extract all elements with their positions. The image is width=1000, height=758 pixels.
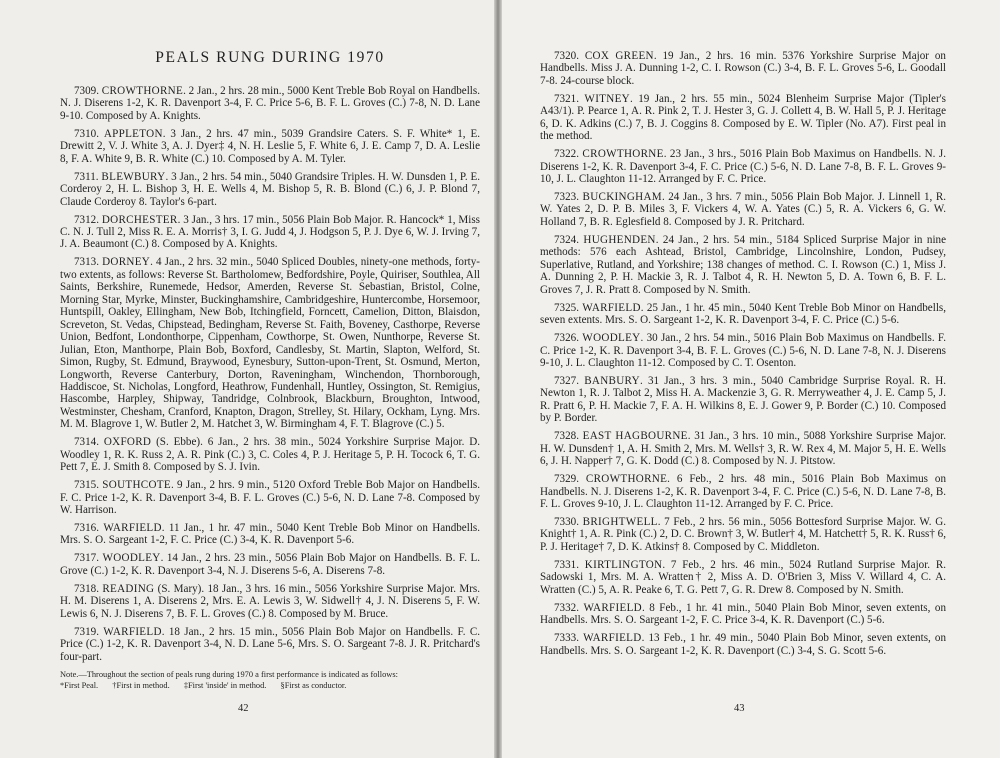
peal-place: READING — [102, 582, 155, 595]
peal-entry — [60, 171, 480, 208]
peal-entry — [540, 632, 946, 657]
peal-entry — [60, 626, 480, 663]
peal-entry — [60, 85, 480, 122]
peal-number: 7323. — [554, 191, 579, 204]
peal-number: 7313. — [74, 256, 99, 269]
peal-details: . 7 Feb., 2 hrs. 56 min., 5056 Bottesford Surprise Major. W. G. Knight† 1, A. R. Pink (C.) 2, D. C. Brown† 3, W. Butler† 4, M. Hatchett† 5, R. K. Russ† 6, P. J. Heritage† 7, D. K. Atkins† 8. Composed by C. Middleton. — [540, 515, 946, 553]
peal-entry — [60, 436, 480, 473]
peal-number: 7319. — [74, 625, 99, 638]
peal-place: CROWTHORNE — [582, 148, 664, 161]
right-entry-list — [540, 50, 946, 657]
peal-number: 7315. — [74, 479, 99, 492]
peal-entry — [540, 375, 946, 425]
footnote-key: ‡First 'inside' in method. — [183, 680, 267, 690]
peal-details: . 7 Feb., 2 hrs. 46 min., 5024 Rutland Surprise Major. R. Sadowski 1, Mrs. M. A. Wratten† 2, Miss A. D. O'Brien 3, Miss V. Willard 4, C. A. Wratten (C.) 5, A. R. Peake 6, T. G. Pett 7, G. R. Drew 8. Composed by N. Smith. — [540, 558, 947, 596]
peal-number: 7321. — [554, 92, 579, 105]
peal-details: . 24 Jan., 2 hrs. 54 min., 5184 Spliced Surprise Major in nine methods: 576 each Ashtead, Bristol, Cambridge, Lincolnshire, London, Pudsey, Superlative, Rutland, and Yorkshire; 138 changes of method. C. I. Rowson (C.) 1, Miss J. A. Dunning 2, P. H. Mackie 3, R. J. Talbot 4, R. H. Newton 5, D. A. Town 6, B. F. L. Groves 7, J. R. Pratt 8. Composed by N. Smith. — [540, 233, 946, 296]
peal-number: 7327. — [554, 374, 579, 387]
peal-number: 7332. — [554, 601, 579, 614]
peal-place: BLEWBURY — [101, 170, 166, 183]
peal-place: BRIGHTWELL — [582, 515, 658, 528]
peal-number: 7329. — [554, 473, 579, 486]
peal-details: . 18 Jan., 2 hrs. 15 min., 5056 Plain Bob Major on Handbells. F. C. Price (C.) 1-2, K. R. Davenport 3-4, N. D. Lane 5-6, Mrs. S. O. Sargeant 7-8. J. R. Pritchard's four-part. — [60, 625, 480, 663]
footnote-intro: Note.—Throughout the section of peals rung during 1970 a first performance is indicated as follows: — [60, 669, 398, 679]
peal-entry — [540, 234, 946, 296]
peal-details: . 9 Jan., 2 hrs. 9 min., 5120 Oxford Treble Bob Major on Handbells. F. C. Price 1-2, K. R. Davenport 3-4, B. F. L. Groves (C.) 5-6, N. D. Lane 7-8. Composed by W. Harrison. — [60, 479, 480, 517]
peal-place: OXFORD — [103, 436, 152, 449]
peal-details: . 13 Feb., 1 hr. 49 min., 5040 Plain Bob Minor, seven extents, on Handbells. Mrs. S. O. Sargeant 1-2, K. R. Davenport (C.) 3-4, S. G. Scott 5-6. — [540, 632, 946, 657]
peal-entry — [60, 522, 480, 547]
peal-details: . 8 Feb., 1 hr. 41 min., 5040 Plain Bob Minor, seven extents, on Handbells. Mrs. S. O. Sargeant 1-2, F. C. Price 3-4, K. R. Davenport (C.) 5-6. — [540, 601, 946, 627]
peal-number: 7330. — [554, 515, 579, 528]
peal-place: DORCHESTER — [101, 213, 178, 226]
peal-entry — [540, 50, 946, 87]
peal-entry — [60, 552, 480, 577]
peal-number: 7314. — [74, 436, 99, 449]
peal-number: 7320. — [554, 50, 579, 62]
peal-details: . 24 Jan., 3 hrs. 7 min., 5056 Plain Bob Major. J. Linnell 1, R. W. Yates 2, D. P. B. Miles 3, F. Vickers 4, W. A. Yates (C.) 5, R. A. Vickers 6, G. W. Holland 7, B. R. Eglesfield 8. Composed by J. R. Pritchard. — [540, 191, 946, 228]
right-page — [502, 0, 1000, 758]
peal-details: . 3 Jan., 2 hrs. 47 min., 5039 Grandsire Caters. S. F. White* 1, E. Drewitt 2, V. J. White 3, A. J. Dyer‡ 4, N. H. Leslie 5, F. White 6, J. E. Camp 7, D. A. Leslie 8, F. A. White 9, B. R. White (C.) 10. Composed by A. M. Tyler. — [60, 127, 480, 165]
footnote — [60, 669, 480, 691]
peal-entry — [60, 256, 480, 430]
peal-entry — [540, 191, 946, 228]
peal-details: . 19 Jan., 2 hrs. 16 min. 5376 Yorkshire Surprise Major on Handbells. Miss J. A. Dunning 1-2, C. I. Rowson (C.) 3-4, B. F. L. Groves 5-6, L. Goodall 7-8. 24-course block. — [540, 50, 946, 87]
peal-entry — [540, 332, 946, 369]
peal-place: WARFIELD — [583, 601, 642, 614]
peal-entry — [540, 302, 946, 327]
peal-place: BANBURY — [584, 374, 640, 387]
peal-details: . 25 Jan., 1 hr. 45 min., 5040 Kent Treble Bob Minor on Handbells, seven extents. Mrs. S. O. Sargeant 1-2, K. R. Davenport 3-4, F. C. Price (C.) 5-6. — [540, 301, 946, 327]
peal-place: HUGHENDEN — [583, 233, 656, 246]
peal-entry — [540, 148, 946, 185]
peal-entry — [540, 559, 946, 596]
peal-place: WOODLEY — [102, 552, 161, 565]
peal-entry — [60, 583, 480, 620]
peal-details: . 30 Jan., 2 hrs. 54 min., 5016 Plain Bob Maximus on Handbells. F. C. Price 1-2, K. R. Davenport 3-4, B. F. L. Groves (C.) 5-6, N. D. Lane 7-8, N. J. Diserens 9-10, J. L. Claughton 11-12. Composed by C. T. Osenton. — [540, 332, 946, 369]
peal-place: WARFIELD — [103, 625, 162, 638]
peal-place: CROWTHORNE — [101, 85, 184, 97]
peal-details: . 31 Jan., 3 hrs. 3 min., 5040 Cambridge Surprise Royal. R. H. Newton 1, R. J. Talbot 2, Miss H. A. Mackenzie 3, G. R. Merryweather 4, J. E. Camp 5, J. R. Pratt 6, P. H. Mackie 7, F. A. H. Wilkins 8, E. J. Gower 9, P. Border (C.) 10. Composed by P. Border. — [540, 374, 946, 425]
peal-place: WOODLEY — [582, 332, 641, 345]
peal-details: . 23 Jan., 3 hrs., 5016 Plain Bob Maximus on Handbells. N. J. Diserens 1-2, K. R. Davenport 3-4, F. C. Price (C.) 5-6, N. D. Lane 7-8, B. F. L. Groves 9-10, J. L. Claughton 11-12. Arranged by F. C. Price. — [540, 148, 946, 186]
peal-number: 7318. — [74, 582, 99, 595]
peal-number: 7310. — [74, 127, 99, 140]
peal-entry — [540, 516, 946, 553]
peal-details: (S. Ebbe). 6 Jan., 2 hrs. 38 min., 5024 Yorkshire Surprise Major. D. Woodley 1, R. K. Russ 2, A. R. Pink (C.) 3, C. Coles 4, P. J. Heritage 5, P. H. Tocock 6, T. G. Pett 7, E. J. Smith 8. Composed by S. J. Ivin. — [60, 436, 480, 474]
peal-details: . 3 Jan., 2 hrs. 54 min., 5040 Grandsire Triples. H. W. Dunsden 1, P. E. Corderoy 2, H. L. Bishop 3, H. E. Wells 4, M. Bishop 5, R. B. Blond (C.) 6, J. P. Blond 7, Claude Corderoy 8. Taylor's 6-part. — [60, 170, 480, 208]
left-entry-list — [60, 85, 480, 663]
peal-place: CROWTHORNE — [585, 473, 668, 486]
peal-details: . 14 Jan., 2 hrs. 23 min., 5056 Plain Bob Major on Handbells. B. F. L. Grove (C.) 1-2, K. R. Davenport 3-4, N. J. Diserens 5-6, A. Diserens 7-8. — [60, 552, 480, 577]
peal-place: EAST HAGBOURNE — [582, 430, 688, 443]
peal-number: 7317. — [74, 552, 99, 565]
peal-details: . 3 Jan., 3 hrs. 17 min., 5056 Plain Bob Major. R. Hancock* 1, Miss C. N. J. Tull 2, Miss R. E. A. Morris† 3, I. G. Judd 4, J. Hodgson 5, P. J. Dye 6, W. J. Irving 7, J. A. Beaumont (C.) 8. Composed by A. Knights. — [60, 213, 480, 251]
peal-details: . 31 Jan., 3 hrs. 10 min., 5088 Yorkshire Surprise Major. H. W. Dunsden† 1, A. H. Smith 2, Mrs. M. Wells† 3, R. W. Rex 4, M. Major 5, H. E. Wells 6, J. H. Napper† 7, G. K. Dodd (C.) 8. Composed by N. J. Pitstow. — [540, 430, 946, 468]
peal-place: COX GREEN — [584, 50, 654, 62]
peal-place: WARFIELD — [583, 632, 642, 645]
peal-number: 7324. — [554, 233, 579, 246]
footnote-key: *First Peal. — [60, 680, 99, 690]
peal-number: 7325. — [554, 301, 579, 314]
peal-number: 7331. — [554, 558, 579, 571]
footnote-key: §First as conductor. — [280, 680, 347, 690]
peal-details: . 6 Feb., 2 hrs. 48 min., 5016 Plain Bob Maximus on Handbells. N. J. Diserens 1-2, K. R. Davenport 3-4, F. C. Price (C.) 5-6, N. D. Lane 7-8, B. F. L. Groves 9-10, J. L. Claughton 11-12. Arranged by F. C. Price. — [540, 473, 946, 510]
peal-place: KIRTLINGTON — [584, 558, 663, 571]
peal-entry — [540, 602, 946, 627]
peal-entry — [540, 93, 946, 143]
peal-details: . 4 Jan., 2 hrs. 32 min., 5040 Spliced Doubles, ninety-one methods, forty-two extents, as follows: Reverse St. Bartholomew, Bedfordshire, Poyle, Quiriser, Southlea, All Saints, Berkshire, Runemede, Hedsor, Amerden, Reverse St. Sebastian, Bristol, Colne, Morning Star, Myrke, Minster, Buckinghamshire, Cambridgeshire, Huntercombe, Horsemoor, Huntspill, Oakley, Ellingham, New Bob, Itchingfield, Forncett, Camelion, Ditton, Blaisdon, Screveton, St. Vedas, Chipstead, Bedingham, Reverse St. Faith, Boveney, Casthorpe, Reverse Union, Bedfont, Londonthorpe, Cippenham, Cowthorpe, St. Owen, Nunthorpe, Reverse St. Julian, Eton, Manthorpe, Plain Bob, Boxford, Candlesby, St. Martin, Slapton, Welford, St. Simon, Rugby, St. Edmund, Braywood, Eynesbury, Sutton-upon-Trent, St. Osmund, Merton, Longworth, Reverse Canterbury, Dorton, Raveningham, Winchendon, Thornborough, Haddiscoe, St. Nicholas, Longford, Heathrow, Fundenhall, Huntley, Ossington, St. Remigius, Hascombe, Harpley, Shipway, Tandridge, Colnbrook, Blackburn, Broughton, Intwood, Westminster, Chesham, Cranford, Knapton, Dragon, Strelley, St. Hilary, Ockham, Lyng. Mrs. M. M. Blagrove 1, W. Butler 2, M. Hatchet 3, W. Birmingham 4, F. T. Blagrove (C.) 5. — [60, 256, 480, 431]
peal-details: (S. Mary). 18 Jan., 3 hrs. 16 min., 5056 Yorkshire Surprise Major. Mrs. H. M. Diserens 1, A. Diserens 2, Mrs. E. A. Lewis 3, W. Sidwell† 4, J. N. Diserens 5, F. W. Lewis 6, N. J. Diserens 7, B. F. L. Groves (C.) 8. Composed by M. Bruce. — [60, 582, 480, 620]
peal-number: 7316. — [74, 522, 99, 534]
peal-number: 7322. — [554, 148, 579, 161]
peal-place: WITNEY — [584, 92, 630, 105]
peal-place: WARFIELD — [582, 301, 641, 314]
peal-number: 7311. — [74, 170, 99, 183]
peal-number: 7312. — [74, 213, 99, 226]
peal-entry — [540, 473, 946, 510]
page-number: 43 — [734, 703, 745, 714]
page-number: 42 — [238, 703, 249, 714]
peal-details: . 11 Jan., 1 hr. 47 min., 5040 Kent Treble Bob Minor on Handbells. Mrs. S. O. Sargeant 1-2, F. C. Price (C.) 3-4, K. R. Davenport 5-6. — [60, 522, 480, 547]
peal-details: . 19 Jan., 2 hrs. 55 min., 5024 Blenheim Surprise Major (Tipler's A43/1). P. Pearce 1, A. R. Pink 2, T. J. Hester 3, G. J. Collett 4, B. W. Hall 5, P. J. Heritage 6, D. K. Adkins (C.) 7, B. J. Coggins 8. Composed by E. W. Tipler (No. A7). First peal in the method. — [540, 92, 946, 143]
left-page — [0, 0, 494, 758]
peal-details: . 2 Jan., 2 hrs. 28 min., 5000 Kent Treble Bob Royal on Handbells. N. J. Diserens 1-2, K. R. Davenport 3-4, F. C. Price 5-6, B. F. L. Groves (C.) 7-8, N. D. Lane 9-10. Composed by A. Knights. — [60, 85, 480, 122]
peal-entry — [540, 430, 946, 467]
footnote-key: †First in method. — [112, 680, 170, 690]
peal-number: 7326. — [554, 332, 579, 345]
peal-place: APPLETON — [103, 127, 163, 140]
peal-number: 7333. — [554, 632, 579, 645]
peal-number: 7328. — [554, 430, 579, 443]
peal-number: 7309. — [74, 85, 99, 97]
book-gutter — [494, 0, 502, 758]
peal-place: WARFIELD — [103, 522, 162, 534]
peal-entry — [60, 479, 480, 516]
peal-entry — [60, 128, 480, 165]
peal-entry — [60, 214, 480, 251]
page-title: PEALS RUNG DURING 1970 — [155, 49, 385, 66]
peal-place: BUCKINGHAM — [582, 191, 662, 204]
peal-place: DORNEY — [102, 256, 151, 269]
peal-place: SOUTHCOTE — [102, 479, 171, 492]
